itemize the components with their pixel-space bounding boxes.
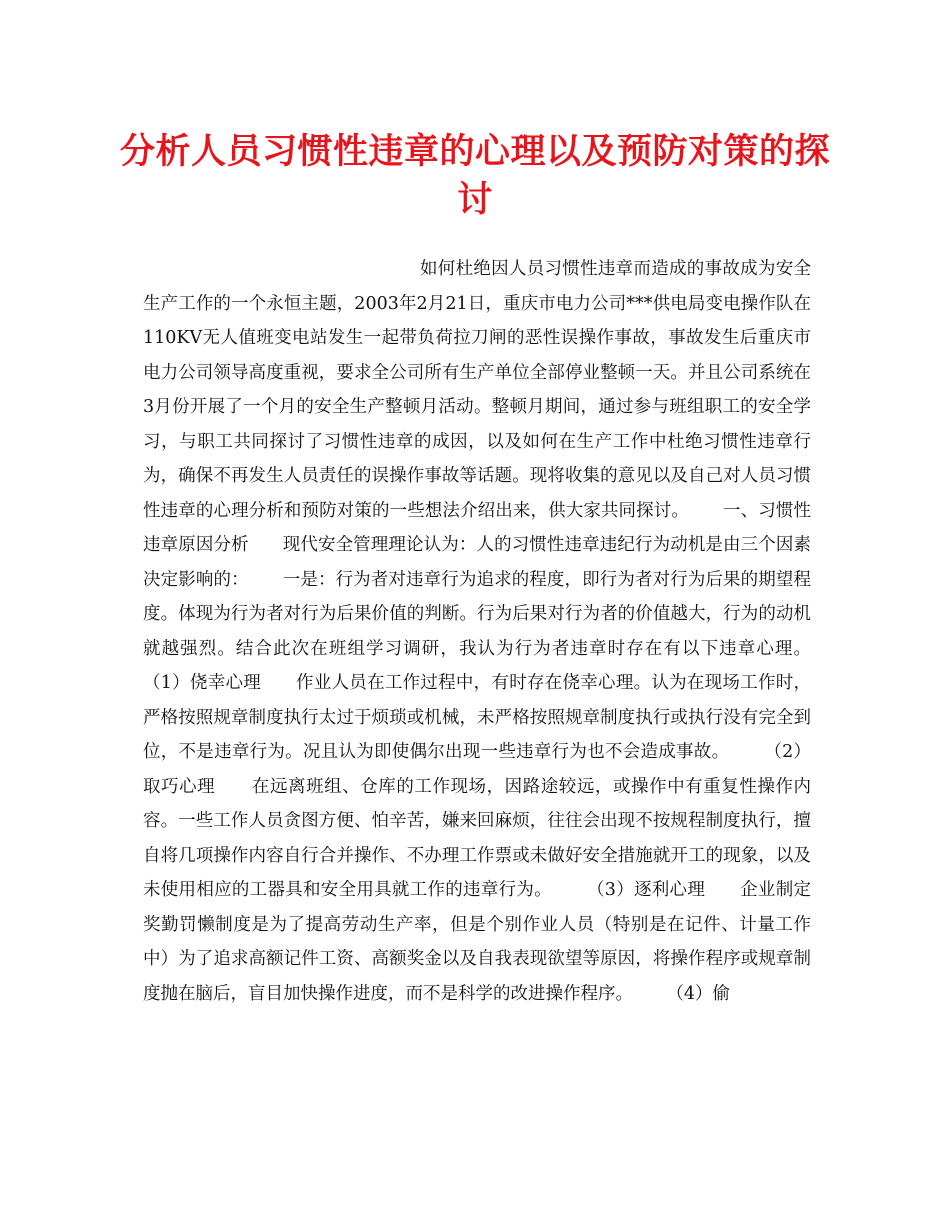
- document-body: 如何杜绝因人员习惯性违章而造成的事故成为安全生产工作的一个永恒主题，2003年2月21日，重庆市电力公司***供电局变电操作队在110KV无人值班变电站发生一起带负荷拉刀闸的恶性误操作事故，事故发生后重庆市电力公司领导高度重视，要求全公司所有生产单位全部停业整顿一天。并且公司系统在3月份开展了一个月的安全生产整顿月活动。整顿月期间，通过参与班组职工的安全学习，与职工共同探讨了习惯性违章的成因，以及如何在生产工作中杜绝习惯性违章行为，确保不再发生人员责任的误操作事故等话题。现将收集的意见以及自己对人员习惯性违章的心理分析和预防对策的一些想法介绍出来，供大家共同探讨。 一、习惯性违章原因分析 现代安全管理理论认为：人的习惯性违章违纪行为动机是由三个因素决定影响的： 一是：行为者对违章行为追求的程度，即行为者对行为后果的期望程度。体现为行为者对行为后果价值的判断。行为后果对行为者的价值越大，行为的动机就越强烈。结合此次在班组学习调研，我认为行为者违章时存在有以下违章心理。 （1）侥幸心理 作业人员在工作过程中，有时存在侥幸心理。认为在现场工作时，严格按照规章制度执行太过于烦琐或机械，未严格按照规章制度执行或执行没有完全到位，不是违章行为。况且认为即使偶尔出现一些违章行为也不会造成事故。 （2）取巧心理 在远离班组、仓库的工作现场，因路途较远，或操作中有重复性操作内容。一些工作人员贪图方便、怕辛苦，嫌来回麻烦，往往会出现不按规程制度执行，擅自将几项操作内容自行合并操作、不办理工作票或未做好安全措施就开工的现象，以及未使用相应的工器具和安全用具就工作的违章行为。 （3）逐利心理 企业制定奖勤罚懒制度是为了提高劳动生产率，但是个别作业人员（特别是在记件、计量工作中）为了追求高额记件工资、高额奖金以及自我表现欲望等原因，将操作程序或规章制度抛在脑后，盲目加快操作进度，而不是科学的改进操作程序。 （4）偷: [143, 259, 845, 1004]
- document-title: 分析人员习惯性违章的心理以及预防对策的探讨: [120, 131, 831, 220]
